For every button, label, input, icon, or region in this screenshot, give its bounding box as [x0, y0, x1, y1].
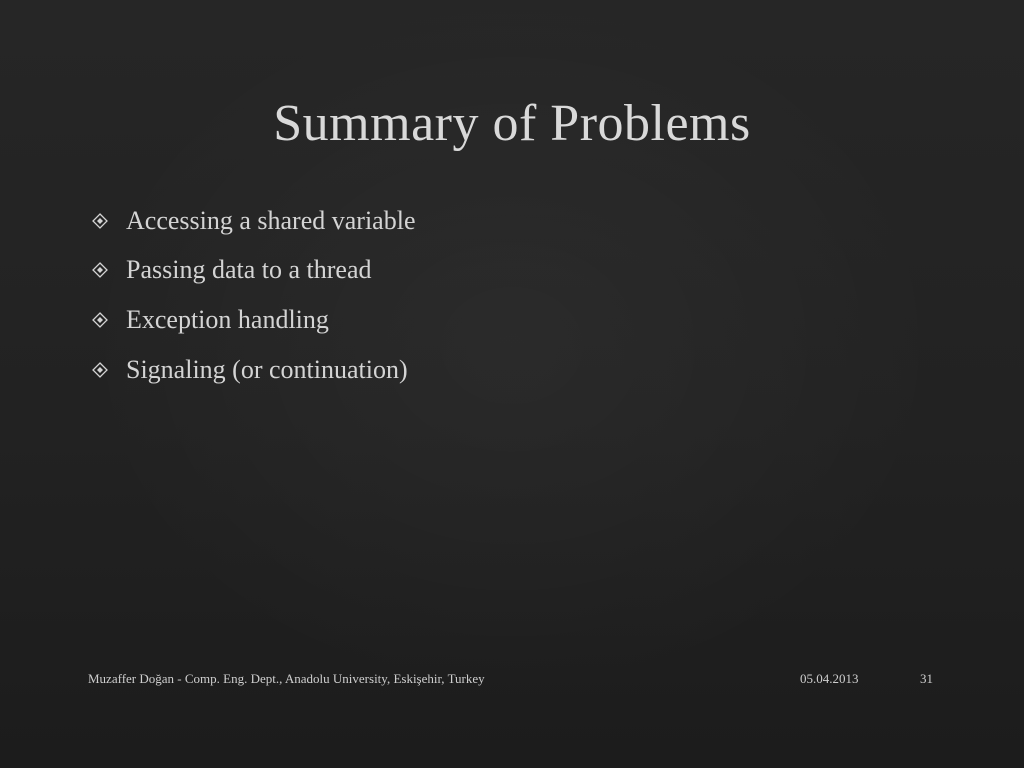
list-item	[92, 295, 415, 345]
diamond-bullet-icon	[92, 362, 126, 378]
page-number: 31	[920, 671, 933, 686]
footer-date: 05.04.2013	[800, 671, 859, 686]
bullet-text: Accessing a shared variable	[126, 205, 416, 235]
diamond-bullet-icon	[92, 312, 126, 328]
slide-title: Summary of Problems	[273, 95, 751, 152]
bullet-text: Signaling (or continuation)	[126, 354, 408, 384]
bullet-text: Passing data to a thread	[126, 255, 372, 285]
diamond-bullet-icon	[92, 262, 126, 278]
list-item	[92, 196, 415, 246]
list-item	[92, 246, 415, 296]
footer-author: Muzaffer Doğan - Comp. Eng. Dept., Anadolu University, Eskişehir, Turkey	[88, 671, 485, 686]
list-item	[92, 345, 415, 395]
bullet-text: Exception handling	[126, 304, 329, 334]
bullet-list	[92, 196, 415, 394]
diamond-bullet-icon	[92, 213, 126, 229]
